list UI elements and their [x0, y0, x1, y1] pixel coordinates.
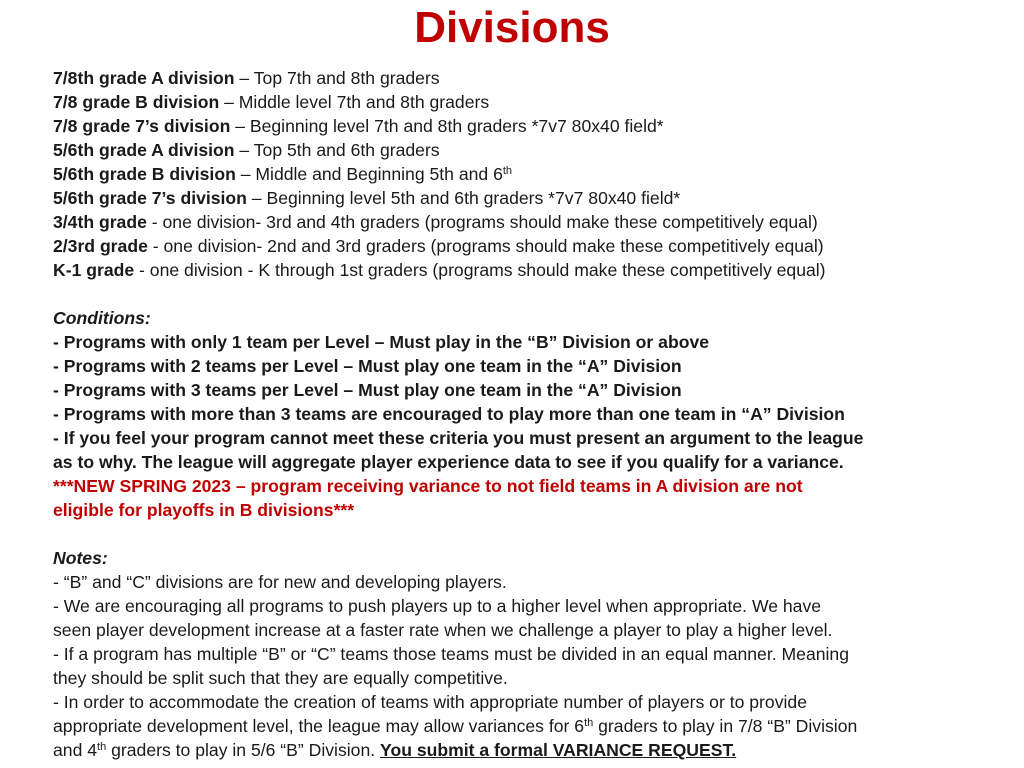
- division-desc: - one division- 3rd and 4th graders (programs should make these competitively equal): [146, 212, 818, 232]
- note-line: - “B” and “C” divisions are for new and developing players.: [53, 572, 507, 592]
- division-name: K-1 grade: [53, 260, 135, 280]
- division-desc: – Middle level 7th and 8th graders: [219, 92, 490, 112]
- notes-section: [53, 546, 983, 762]
- condition-line: - Programs with only 1 team per Level – Must play in the “B” Division or above: [53, 332, 710, 352]
- division-name: 7/8 grade B division: [53, 92, 220, 112]
- condition-line: - Programs with 3 teams per Level – Must play one team in the “A” Division: [53, 380, 682, 400]
- division-name: 2/3rd grade: [53, 236, 148, 256]
- division-item: [53, 258, 983, 282]
- division-name: 5/6th grade 7’s division: [53, 188, 247, 208]
- variance-request-link[interactable]: You submit a formal VARIANCE REQUEST.: [380, 740, 737, 760]
- document-body: [53, 66, 983, 762]
- division-name: 5/6th grade A division: [53, 140, 235, 160]
- division-item: [53, 66, 983, 90]
- note-text: graders to play in 5/6 “B” Division.: [106, 740, 381, 760]
- note-text: graders to play in 7/8 “B” Division: [593, 716, 858, 736]
- division-item: [53, 186, 983, 210]
- division-item: [53, 234, 983, 258]
- division-desc: – Top 7th and 8th graders: [234, 68, 440, 88]
- division-name: 7/8th grade A division: [53, 68, 235, 88]
- note-text: and 4: [53, 740, 98, 760]
- superscript: th: [502, 165, 513, 177]
- divisions-list: [53, 66, 983, 282]
- division-name: 7/8 grade 7’s division: [53, 116, 231, 136]
- division-item: [53, 162, 983, 186]
- spacer: [53, 522, 983, 546]
- condition-line: - Programs with 2 teams per Level – Must play one team in the “A” Division: [53, 356, 682, 376]
- note-line: - In order to accommodate the creation of teams with appropriate number of players or to provide: [53, 692, 807, 712]
- spring-2023-notice: eligible for playoffs in B divisions***: [53, 500, 355, 520]
- note-line: - If a program has multiple “B” or “C” teams those teams must be divided in an equal manner. Meaning: [53, 644, 849, 664]
- division-item: [53, 114, 983, 138]
- conditions-section: [53, 306, 983, 522]
- division-item: [53, 90, 983, 114]
- division-desc: - one division- 2nd and 3rd graders (programs should make these competitively equal): [147, 236, 824, 256]
- note-line: [53, 714, 983, 738]
- division-name: 5/6th grade B division: [53, 164, 236, 184]
- note-line: they should be split such that they are equally competitive.: [53, 668, 508, 688]
- division-desc: – Middle and Beginning 5th and 6: [235, 164, 503, 184]
- condition-line: as to why. The league will aggregate player experience data to see if you qualify for a variance.: [53, 452, 844, 472]
- division-item: [53, 210, 983, 234]
- note-text: appropriate development level, the league may allow variances for 6: [53, 716, 585, 736]
- conditions-heading: Conditions:: [53, 308, 151, 328]
- condition-line: - If you feel your program cannot meet these criteria you must present an argument to the league: [53, 428, 864, 448]
- division-item: [53, 138, 983, 162]
- division-desc: – Top 5th and 6th graders: [234, 140, 440, 160]
- note-line: - We are encouraging all programs to push players up to a higher level when appropriate. We have: [53, 596, 822, 616]
- page-title: Divisions: [414, 3, 610, 52]
- spring-2023-notice: ***NEW SPRING 2023 – program receiving variance to not field teams in A division are not: [53, 476, 803, 496]
- superscript: th: [584, 717, 594, 729]
- division-name: 3/4th grade: [53, 212, 147, 232]
- division-desc: – Beginning level 5th and 6th graders *7v7 80x40 field*: [246, 188, 681, 208]
- spacer: [53, 282, 983, 306]
- note-line: seen player development increase at a faster rate when we challenge a player to play a higher level.: [53, 620, 833, 640]
- condition-line: - Programs with more than 3 teams are encouraged to play more than one team in “A” Division: [53, 404, 845, 424]
- division-desc: – Beginning level 7th and 8th graders *7v7 80x40 field*: [230, 116, 664, 136]
- superscript: th: [97, 741, 107, 753]
- note-line: [53, 738, 983, 762]
- notes-heading: Notes:: [53, 548, 108, 568]
- division-desc: - one division - K through 1st graders (programs should make these competitively equal): [134, 260, 826, 280]
